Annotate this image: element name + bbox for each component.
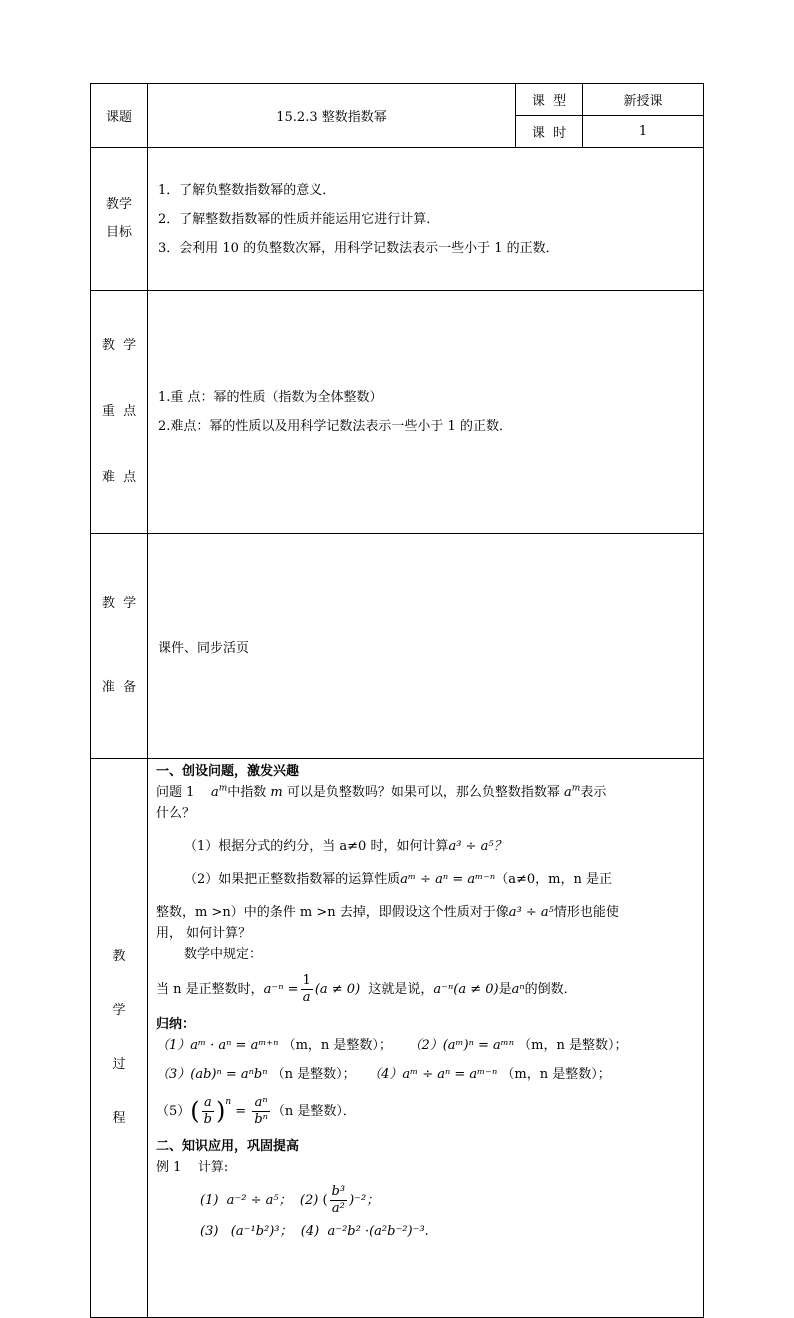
process-label-char: 程 [112, 1111, 126, 1126]
goals-label-line-2: 目标 [105, 225, 132, 240]
section1-title: 一、创设问题，激发兴趣 [156, 764, 300, 779]
fraction-numerator: b³ [331, 1184, 346, 1199]
fraction-denominator: a² [331, 1201, 345, 1216]
prompt-1-text: （1）根据分式的约分，当 a≠0 时，如何计算 [184, 839, 449, 854]
goal-item: 2．了解整数指数幂的性质并能运用它进行计算． [158, 211, 440, 227]
var-m: m [266, 785, 287, 800]
goal-item: 1．了解负整数指数幂的意义． [158, 182, 336, 198]
prompt-5: 数学中规定： [184, 947, 263, 962]
prompt-4: 用， 如何计算？ [156, 926, 252, 941]
topic-label: 课题 [91, 84, 148, 148]
summary-title: 归纳： [156, 1017, 196, 1032]
fraction-numerator: aⁿ [252, 1095, 270, 1112]
a-power-m: $a^m$ [210, 783, 228, 800]
fraction-b3-over-a2 [330, 1184, 348, 1217]
question-1-text: 可以是负整数吗？如果可以，那么负整数指数幂 [286, 785, 560, 800]
fraction-an-over-bn [252, 1095, 270, 1128]
process-label-char: 学 [112, 1003, 126, 1018]
keypoints-label-line: 教 学 [101, 338, 137, 353]
goal-item: 3．会利用 10 的负整数次幂，用科学记数法表示一些小于 1 的正数． [158, 240, 559, 256]
question-1 [156, 782, 695, 803]
fraction-denominator: a [302, 990, 311, 1005]
law-1: （1）aᵐ · aⁿ = aᵐ⁺ⁿ [156, 1038, 279, 1053]
keypoints-label-line: 重 点 [101, 404, 137, 419]
prompt-2-text: （a≠0，m，n 是正 [495, 872, 612, 887]
law-row-3 [156, 1095, 695, 1128]
definition-text: 的倒数． [524, 982, 577, 997]
condition-a-nonzero: (a ≠ 0) [314, 982, 361, 997]
process-label-char: 过 [112, 1057, 126, 1072]
section2-title: 二、知识应用，巩固提高 [156, 1139, 300, 1154]
law-row-2 [156, 1064, 695, 1085]
process-label-char: 教 [112, 949, 126, 964]
fraction-1-over-a [301, 973, 313, 1006]
keypoint-item: 2.难点：幂的性质以及用科学记数法表示一些小于 1 的正数． [158, 419, 512, 434]
example-part: (1) a⁻² ÷ a⁵； (2) [200, 1193, 319, 1208]
keypoints-content [148, 291, 704, 534]
hours-label: 课 时 [516, 116, 583, 148]
definition-text: 这就是说， [360, 982, 434, 997]
expr-a3-div-a5: a³ ÷ a⁵？ [448, 839, 507, 854]
left-paren: ( [318, 1193, 328, 1208]
fraction-denominator: b [203, 1112, 212, 1127]
law-5-condition: （n 是整数）． [271, 1104, 356, 1119]
exponent-n: n [225, 1097, 232, 1107]
law-row-1 [156, 1035, 695, 1056]
question-1-label: 问题 1 [156, 785, 211, 800]
fraction-numerator: a [202, 1095, 214, 1112]
question-1-text: 表示 [580, 785, 607, 800]
goals-content [148, 148, 704, 291]
lesson-plan-table [90, 83, 704, 1318]
definition-text: 是 [498, 982, 512, 997]
prompt-2 [156, 869, 695, 890]
law-5-label: （5） [156, 1104, 191, 1119]
topic-value: 15.2.3 整数指数幂 [148, 84, 516, 148]
expr-a-neg-n: a⁻ⁿ(a ≠ 0) [433, 982, 499, 997]
prep-label-line-2: 准 备 [101, 680, 137, 695]
example-1: 例 1 计算: [156, 1160, 229, 1175]
definition-text: 当 n 是正整数时， [156, 982, 264, 997]
hours-value: 1 [583, 116, 704, 148]
law-3: （3）(ab)ⁿ = aⁿbⁿ [156, 1067, 268, 1082]
prep-value: 课件、同步活页 [148, 534, 704, 759]
right-paren: ) [215, 1097, 226, 1125]
fraction-denominator: bⁿ [254, 1112, 268, 1127]
prep-label [91, 534, 148, 759]
process-content [148, 759, 704, 1318]
law-4-condition: （m，n 是整数）； [501, 1067, 611, 1082]
question-1-text: 中指数 [227, 785, 267, 800]
process-label [91, 759, 148, 1318]
expr-a-neg-n: a⁻ⁿ = [263, 982, 299, 997]
law-4: （4）aᵐ ÷ aⁿ = aᵐ⁻ⁿ [368, 1067, 498, 1082]
expr-a-n: aⁿ [511, 982, 525, 997]
a-power-m: $a^m$ [559, 783, 581, 800]
keypoint-item: 1.重 点：幂的性质（指数为全体整数） [158, 390, 383, 405]
example-part: )⁻²； [349, 1193, 380, 1208]
law-2: （2）(aᵐ)ⁿ = aᵐⁿ [408, 1038, 514, 1053]
fraction-a-over-b [202, 1095, 214, 1128]
prompt-3-text: 情形也能使 [553, 905, 619, 920]
type-value: 新授课 [583, 84, 704, 116]
equals-sign: = [231, 1104, 251, 1119]
goals-label-line-1: 教学 [105, 197, 132, 212]
question-1-cont: 什么？ [156, 806, 196, 821]
prompt-3 [156, 902, 695, 923]
keypoints-label-line: 难 点 [101, 470, 137, 485]
law-1-condition: （m，n 是整数）； [282, 1038, 392, 1053]
goals-label [91, 148, 148, 291]
prompt-2-text: （2）如果把正整数指数幂的运算性质 [184, 872, 401, 887]
left-paren: ( [190, 1097, 200, 1125]
expr-quotient-rule: aᵐ ÷ aⁿ = aᵐ⁻ⁿ [400, 872, 496, 887]
example-1-parts-b: (3) (a⁻¹b²)³； (4) a⁻²b² ·(a²b⁻²)⁻³. [200, 1224, 429, 1239]
law-3-condition: （n 是整数）； [271, 1067, 356, 1082]
example-1-parts-a [156, 1184, 695, 1217]
prompt-1 [156, 836, 695, 857]
fraction-numerator: 1 [302, 973, 311, 988]
keypoints-label [91, 291, 148, 534]
prep-label-line-1: 教 学 [101, 596, 137, 611]
law-2-condition: （m，n 是整数）； [518, 1038, 628, 1053]
prompt-3-text: 整数，m >n）中的条件 m >n 去掉，即假设这个性质对于像 [156, 905, 509, 920]
expr-a3-div-a5: a³ ÷ a⁵ [508, 905, 554, 920]
definition-line [156, 973, 695, 1006]
type-label: 课 型 [516, 84, 583, 116]
